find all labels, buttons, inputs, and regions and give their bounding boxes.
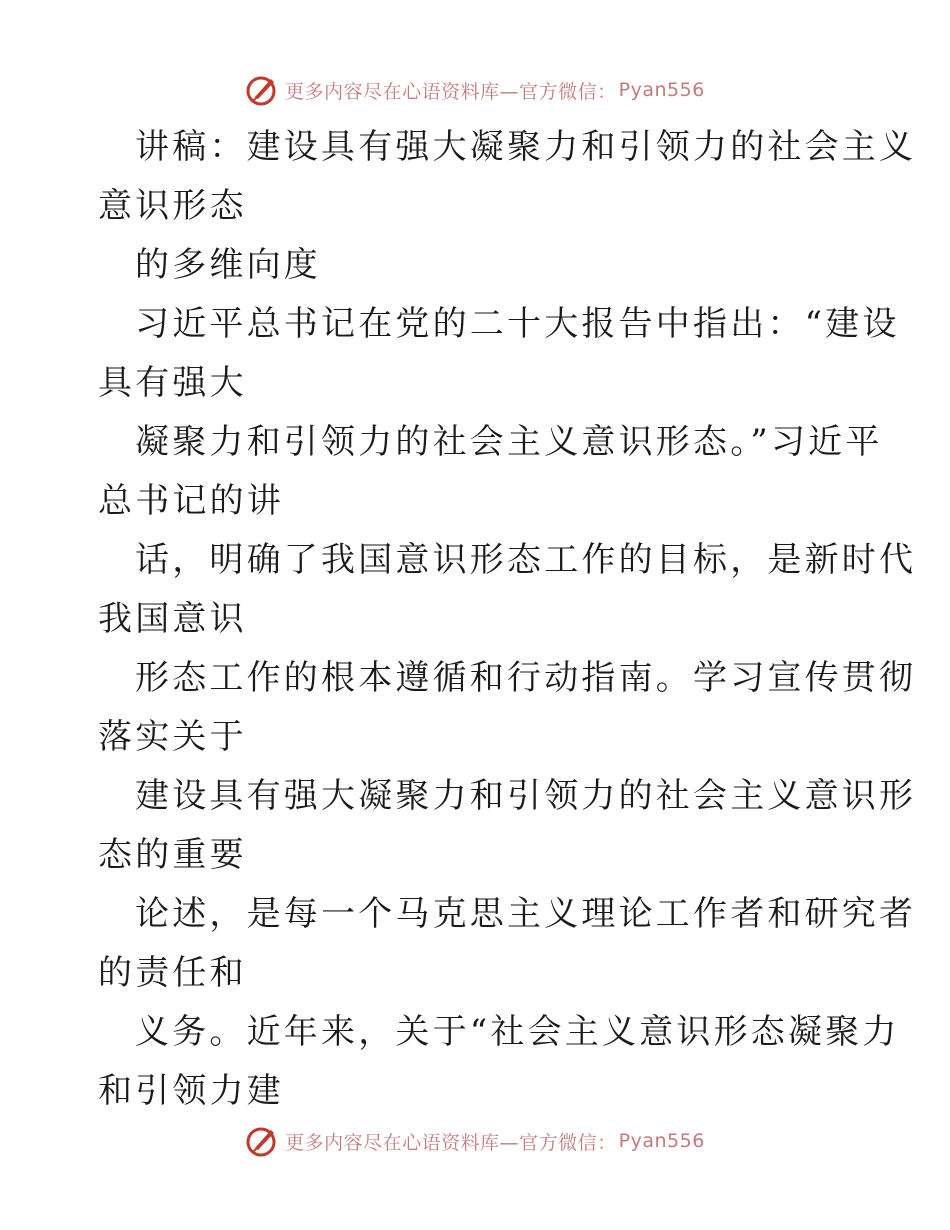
text-line: 落实关于 bbox=[98, 717, 247, 757]
quill-pen-logo-icon bbox=[245, 73, 279, 107]
text-line: 话，明确了我国意识形态工作的目标，是新时代 bbox=[135, 540, 917, 580]
text-line: 态的重要 bbox=[98, 835, 247, 875]
text-line: 凝聚力和引领力的社会主义意识形态。”习近平 bbox=[135, 422, 883, 462]
text-line: 论述，是每一个马克思主义理论工作者和研究者 bbox=[135, 894, 917, 934]
text-line: 总书记的讲 bbox=[98, 481, 284, 521]
header-watermark bbox=[0, 70, 950, 110]
text-line: 的多维向度 bbox=[135, 245, 321, 285]
text-line: 的责任和 bbox=[98, 953, 247, 993]
text-line: 讲稿：建设具有强大凝聚力和引领力的社会主义 bbox=[135, 127, 917, 167]
watermark-handle: Pyan556 bbox=[618, 1130, 705, 1152]
text-line: 建设具有强大凝聚力和引领力的社会主义意识形 bbox=[135, 776, 917, 816]
text-line: 具有强大 bbox=[98, 363, 247, 403]
watermark-handle: Pyan556 bbox=[618, 79, 705, 101]
text-line: 和引领力建 bbox=[98, 1071, 284, 1111]
text-line: 我国意识 bbox=[98, 599, 247, 639]
text-line: 形态工作的根本遵循和行动指南。学习宣传贯彻 bbox=[135, 658, 917, 698]
text-line: 意识形态 bbox=[98, 186, 247, 226]
text-line: 义务。近年来，关于“社会主义意识形态凝聚力 bbox=[135, 1012, 900, 1052]
watermark-text: 更多内容尽在心语资料库—官方微信： bbox=[285, 1131, 617, 1154]
watermark-text: 更多内容尽在心语资料库—官方微信： bbox=[285, 80, 617, 103]
quill-pen-logo-icon bbox=[245, 1124, 279, 1158]
text-line: 习近平总书记在党的二十大报告中指出：“建设 bbox=[135, 304, 900, 344]
footer-watermark bbox=[0, 1121, 950, 1161]
document-body bbox=[98, 118, 917, 1121]
